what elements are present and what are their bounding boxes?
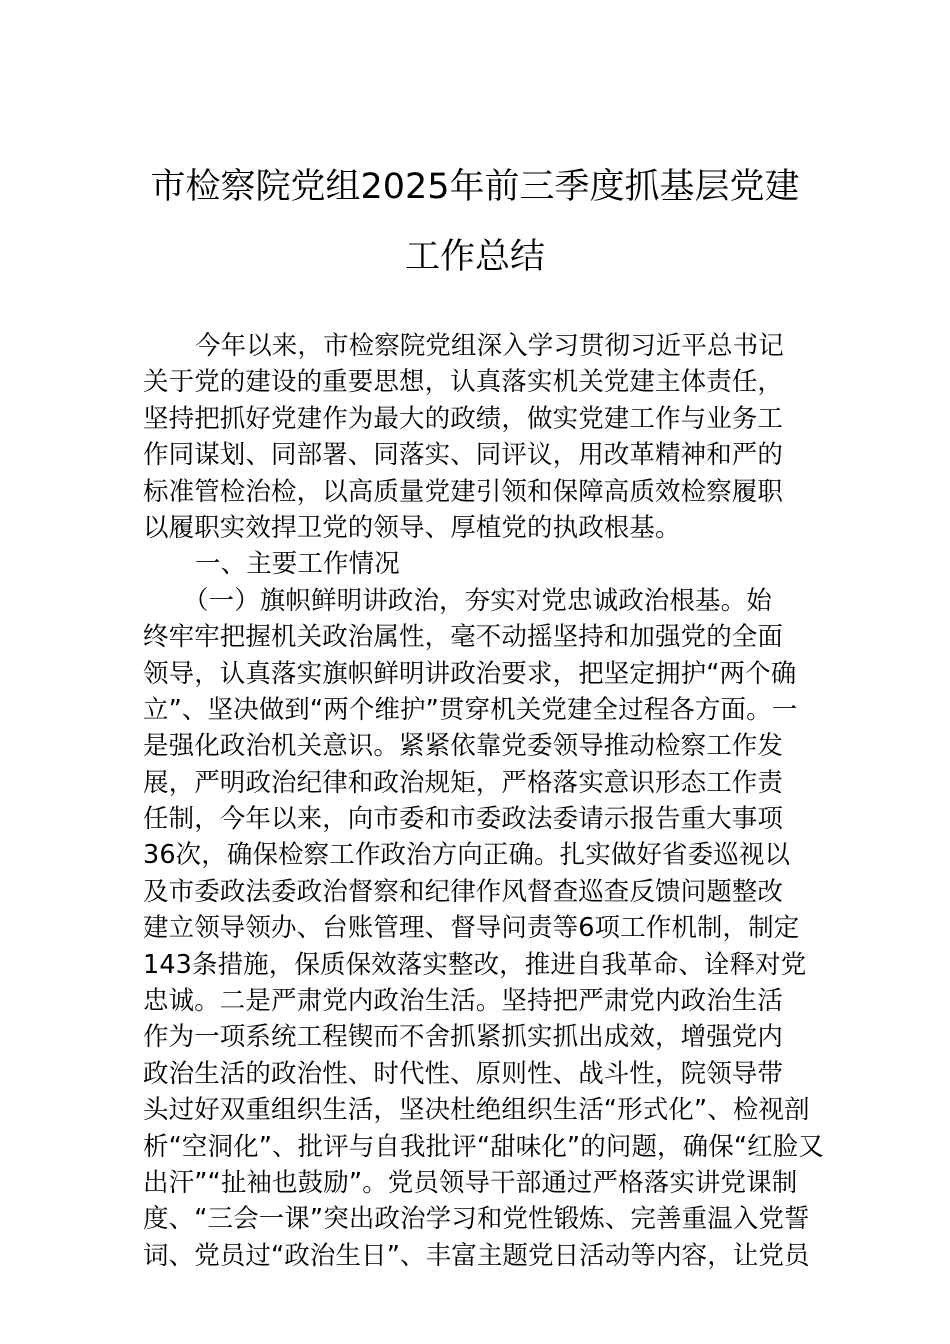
section-heading: 一、主要工作情况 [195, 549, 400, 580]
paragraph-line: 标准管检治检，以高质量党建引领和保障高质效检察履职 [143, 476, 784, 507]
paragraph-line: 终牢牢把握机关政治属性，毫不动摇坚持和加强党的全面 [143, 622, 784, 653]
paragraph-line: 出汗”“扯袖也鼓励”。党员领导干部通过严格落实讲党课制 [143, 1167, 798, 1198]
paragraph-line: 立”、坚决做到“两个维护”贯穿机关党建全过程各方面。一 [143, 694, 798, 725]
paragraph-line: 36次，确保检察工作政治方向正确。扎实做好省委巡视以 [143, 840, 791, 871]
paragraph-line: 143条措施，保质保效落实整改，推进自我革命、诠释对党 [143, 949, 807, 980]
paragraph-line: 关于党的建设的重要思想，认真落实机关党建主体责任， [143, 367, 784, 398]
paragraph-line: 今年以来，市检察院党组深入学习贯彻习近平总书记 [195, 331, 784, 361]
paragraph-line: 度、“三会一课”突出政治学习和党性锻炼、完善重温入党誓 [143, 1204, 810, 1235]
paragraph-line: 展，严明政治纪律和政治规矩，严格落实意识形态工作责 [143, 767, 784, 798]
paragraph-line: 作为一项系统工程锲而不舍抓紧抓实抓出成效，增强党内 [143, 1022, 784, 1053]
subsection-heading-line: （一）旗帜鲜明讲政治，夯实对党忠诚政治根基。始 [183, 585, 772, 616]
paragraph-line: 是强化政治机关意识。紧紧依靠党委领导推动检察工作发 [143, 731, 784, 762]
paragraph-line: 析“空洞化”、批评与自我批评“甜味化”的问题，确保“红脸又 [143, 1131, 824, 1162]
document-title-line-2: 工作总结 [404, 237, 545, 277]
paragraph-line: 政治生活的政治性、时代性、原则性、战斗性，院领导带 [143, 1058, 784, 1089]
paragraph-line: 头过好双重组织生活，坚决杜绝组织生活“形式化”、检视剖 [143, 1095, 810, 1126]
paragraph-line: 领导，认真落实旗帜鲜明讲政治要求，把坚定拥护“两个确 [143, 658, 797, 689]
paragraph-line: 作同谋划、同部署、同落实、同评议，用改革精神和严的 [143, 440, 784, 471]
document-title-line-1: 市检察院党组2025年前三季度抓基层党建 [150, 167, 800, 207]
paragraph-line: 忠诚。二是严肃党内政治生活。坚持把严肃党内政治生活 [143, 986, 784, 1017]
paragraph-line: 词、党员过“政治生日”、丰富主题党日活动等内容，让党员 [143, 1240, 810, 1271]
paragraph-line: 以履职实效捍卫党的领导、厚植党的执政根基。 [143, 512, 681, 543]
document-body [143, 328, 824, 1274]
paragraph-line: 建立领导领办、台账管理、督导问责等6项工作机制，制定 [143, 913, 800, 944]
paragraph-line: 及市委政法委政治督察和纪律作风督查巡查反馈问题整改 [143, 876, 784, 907]
paragraph-line: 坚持把抓好党建作为最大的政绩，做实党建工作与业务工 [143, 403, 784, 434]
paragraph-line: 任制，今年以来，向市委和市委政法委请示报告重大事项 [143, 804, 784, 835]
